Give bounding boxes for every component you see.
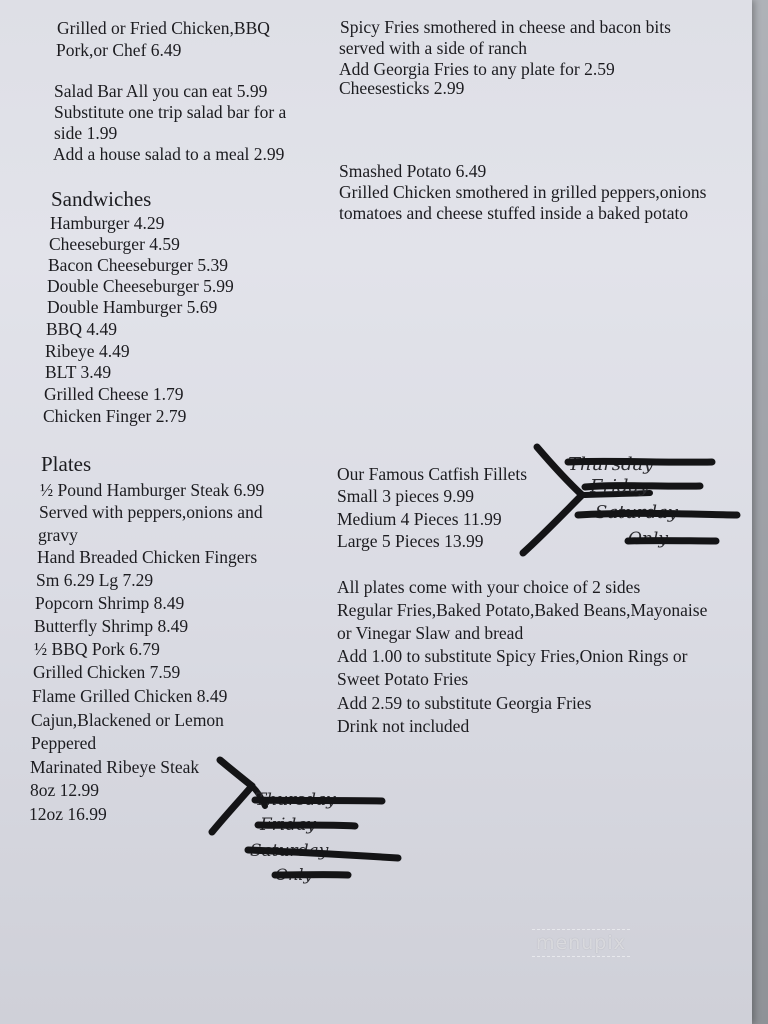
arrow-stroke [220,760,252,786]
menu-line: Smashed Potato 6.49 [339,161,487,181]
menu-item: 8oz 12.99 [30,780,100,800]
menu-line: Spicy Fries smothered in cheese and bacon bits [340,17,671,37]
menu-line: Add 2.59 to substitute Georgia Fries [337,693,592,713]
menu-item: Popcorn Shrimp 8.49 [35,593,185,613]
menu-line: Sweet Potato Fries [337,669,469,689]
menu-item: Small 3 pieces 9.99 [337,486,475,506]
menu-item: Medium 4 Pieces 11.99 [337,509,502,529]
menu-item: ½ Pound Hamburger Steak 6.99 [40,480,265,500]
arrow-stroke [212,786,252,832]
menu-item: Hand Breaded Chicken Fingers [37,547,258,567]
menu-line: served with a side of ranch [339,38,528,58]
menu-line: tomatoes and cheese stuffed inside a baked potato [339,203,689,223]
menu-item: 12oz 16.99 [29,804,107,824]
note-day: Thursday [568,454,654,475]
watermark: menupix [532,929,630,957]
menu-line: Substitute one trip salad bar for a [54,102,287,122]
menu-item: BLT 3.49 [45,362,112,382]
menu-line: All plates come with your choice of 2 sides [337,577,641,597]
menu-item: Sm 6.29 Lg 7.29 [36,570,154,590]
note-day: Saturday [250,841,329,861]
note-day: Friday [590,476,650,497]
menu-item: Cheeseburger 4.59 [49,234,180,254]
note-day: Thursday [255,790,336,810]
menu-item: Grilled Chicken 7.59 [33,662,181,682]
menu-item: ½ BBQ Pork 6.79 [34,639,160,659]
menu-line: Grilled Chicken smothered in grilled peppers,onions [339,182,707,202]
menu-item: gravy [38,525,78,545]
note-day: Only [275,865,313,884]
section-heading-sandwiches: Sandwiches [51,187,152,211]
menu-line: Drink not included [337,716,470,736]
menu-item: Hamburger 4.29 [50,213,165,233]
menu-item: Butterfly Shrimp 8.49 [34,616,189,636]
menu-item: Double Hamburger 5.69 [47,297,218,317]
note-day: Only [628,529,668,549]
menu-item: Double Cheeseburger 5.99 [47,276,234,296]
menu-line: Pork,or Chef 6.49 [56,40,182,60]
note-day: Friday [260,815,316,835]
menu-item: Ribeye 4.49 [45,341,130,361]
menu-item: Chicken Finger 2.79 [43,406,187,426]
arrow-stroke [523,495,582,553]
menu-item: Large 5 Pieces 13.99 [337,531,484,551]
menu-item: Cajun,Blackened or Lemon [31,710,224,730]
strike-line [255,800,382,801]
menu-line: Add 1.00 to substitute Spicy Fries,Onion Rings or [337,646,688,666]
strike-line [258,825,355,826]
menu-item: Bacon Cheeseburger 5.39 [48,255,228,275]
strike-line [585,486,700,487]
note-day: Saturday [595,502,678,523]
menu-line: Cheesesticks 2.99 [339,78,465,98]
menu-item: Grilled Cheese 1.79 [44,384,184,404]
menu-item: Peppered [31,733,97,753]
menu-line: Regular Fries,Baked Potato,Baked Beans,Mayonaise [337,600,708,620]
menu-line: side 1.99 [54,123,118,143]
menu-line: Add a house salad to a meal 2.99 [53,144,285,164]
menu-item: Flame Grilled Chicken 8.49 [32,686,228,706]
menu-line: Our Famous Catfish Fillets [337,464,528,484]
strike-line [568,461,712,462]
menu-item: Marinated Ribeye Steak [30,757,200,777]
menu-item: BBQ 4.49 [46,319,117,339]
strike-line [578,513,737,515]
menu-item: Served with peppers,onions and [39,502,263,522]
section-heading-plates: Plates [41,452,92,476]
menu-line: or Vinegar Slaw and bread [337,623,524,643]
menu-line: Grilled or Fried Chicken,BBQ [57,18,270,38]
menu-line: Salad Bar All you can eat 5.99 [54,81,268,101]
menu-line: Add Georgia Fries to any plate for 2.59 [339,59,615,79]
